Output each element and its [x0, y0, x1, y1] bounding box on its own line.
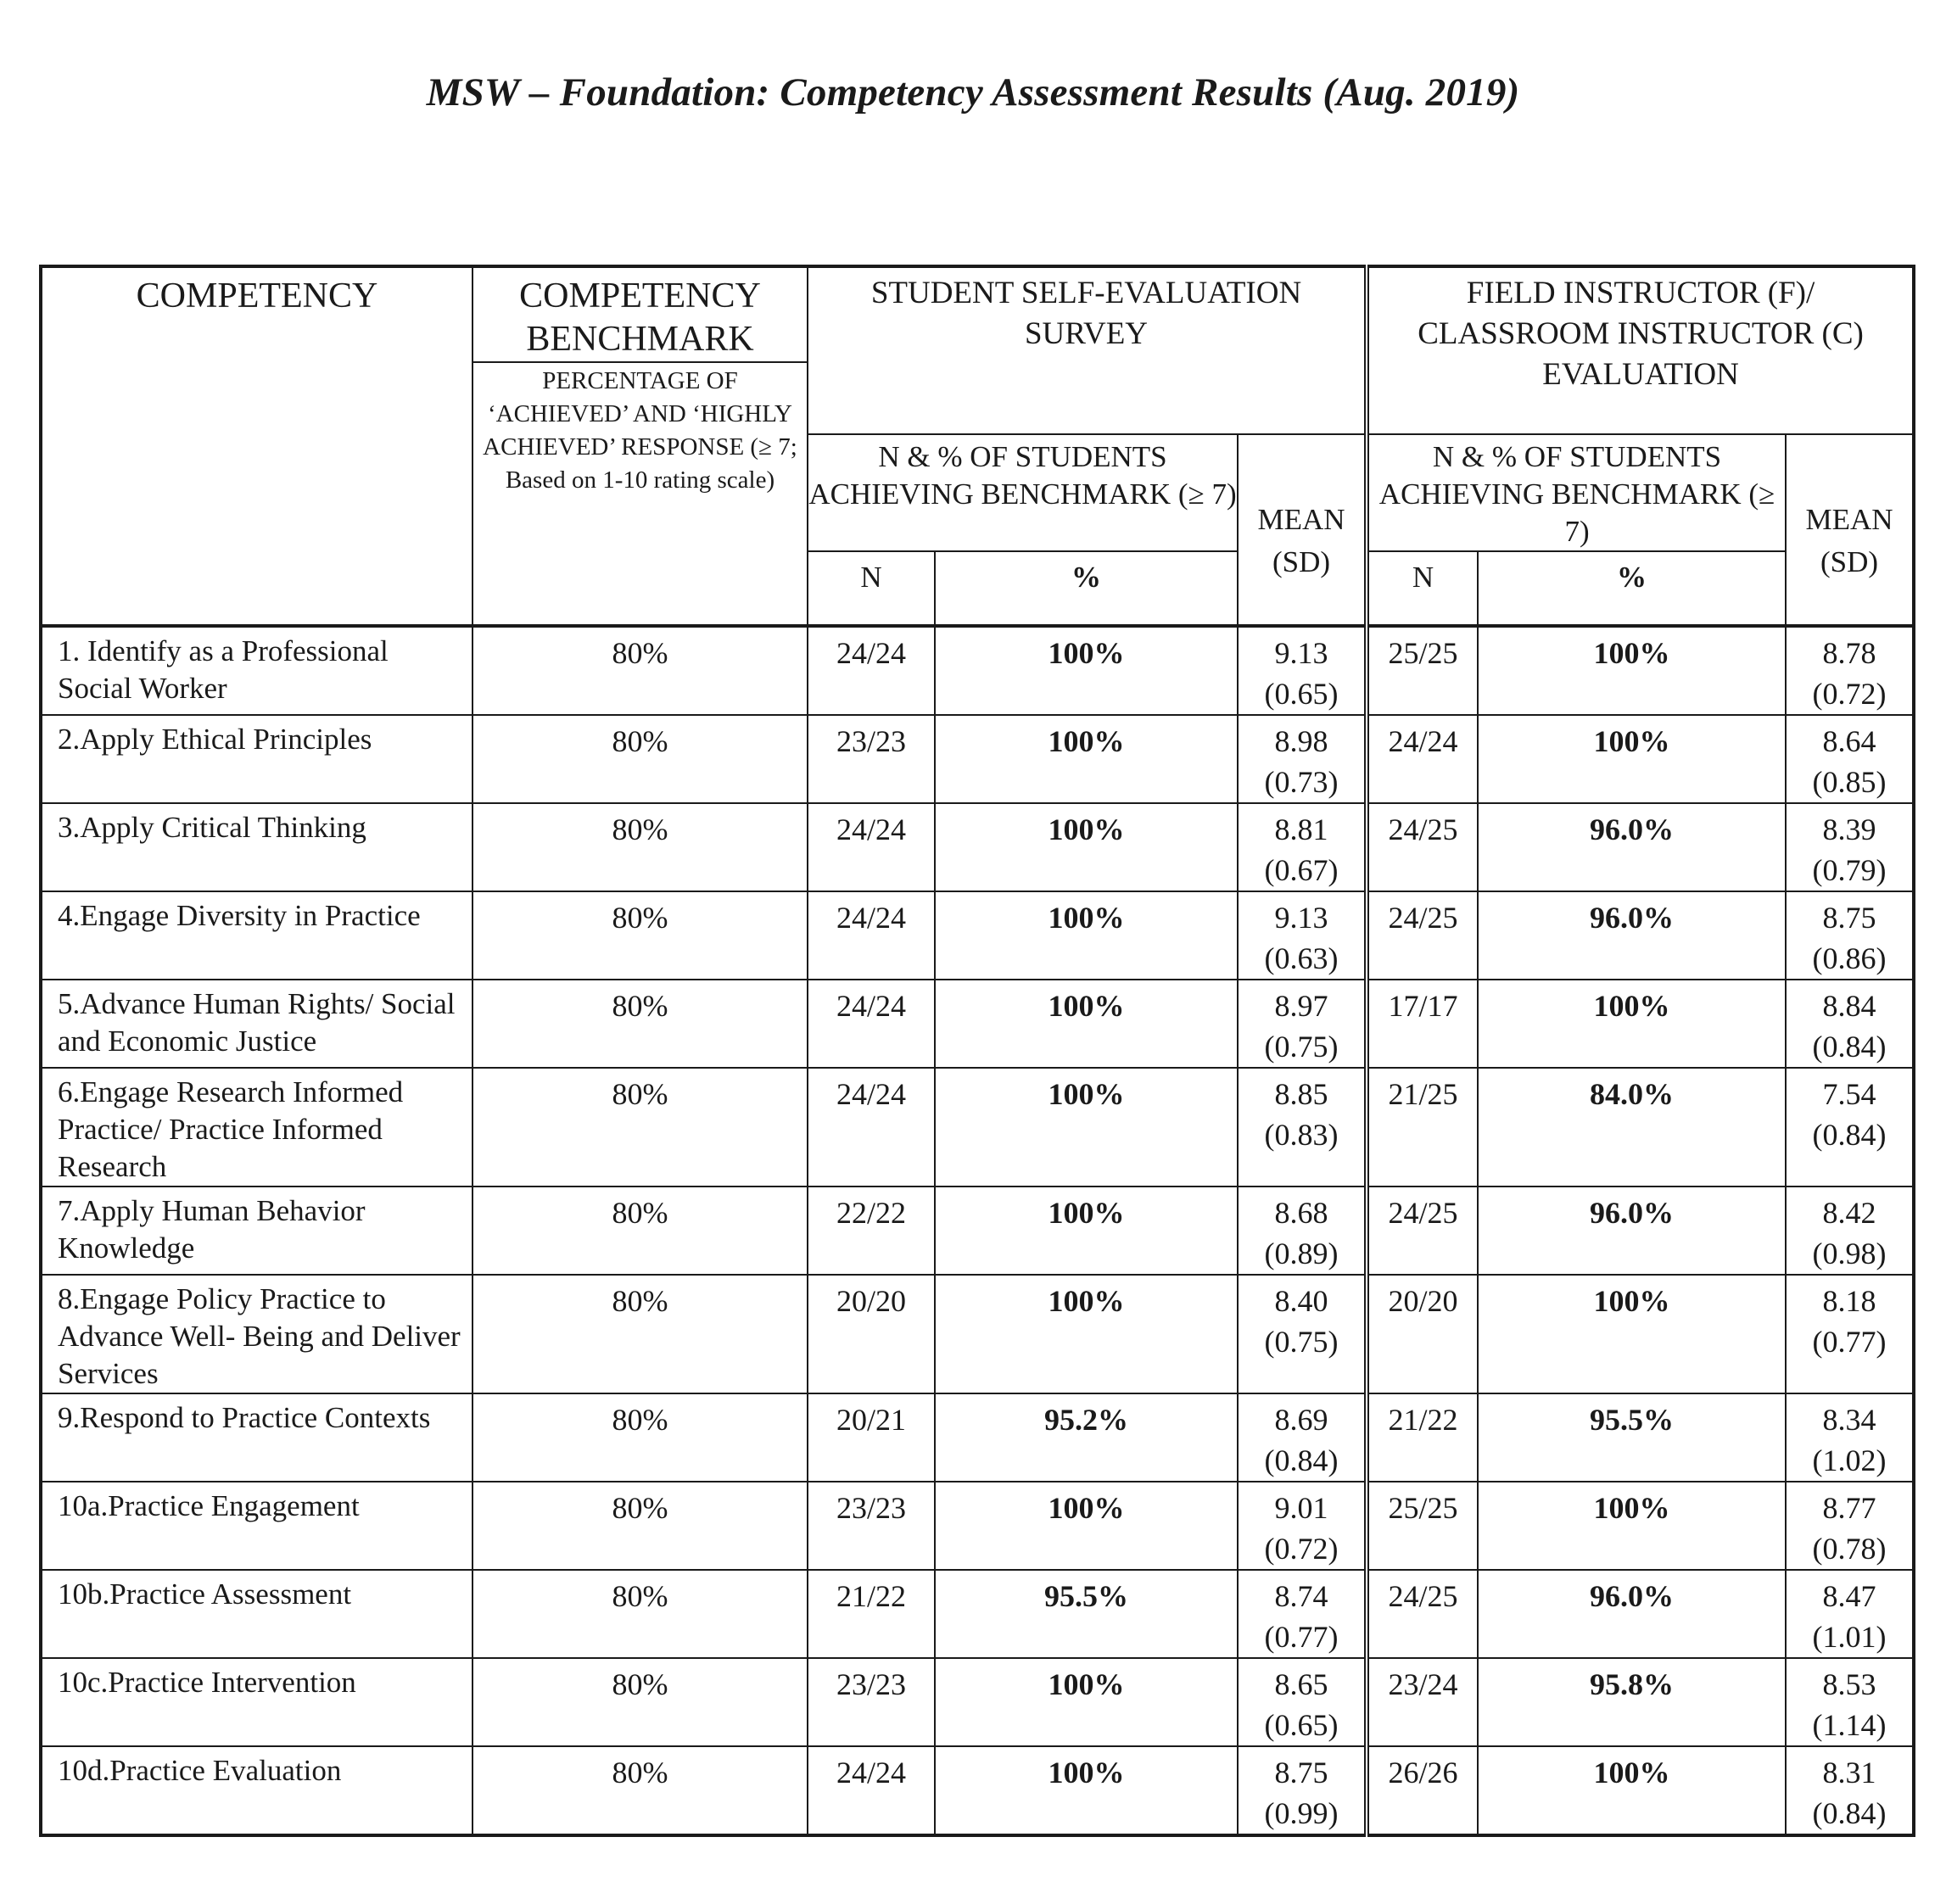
benchmark-value: 80%: [473, 803, 808, 891]
benchmark-value: 80%: [473, 1570, 808, 1658]
instructor-pct: 100%: [1478, 715, 1786, 803]
student-pct: 100%: [935, 1068, 1238, 1187]
instructor-n: 21/22: [1367, 1393, 1478, 1482]
instructor-mean-sd: [1786, 626, 1914, 715]
competency-name: 6.Engage Research Informed Practice/ Practice Informed Research: [41, 1068, 473, 1187]
header-student-pct: %: [935, 551, 1238, 626]
instructor-mean-sd-mean: 8.42: [1822, 1196, 1876, 1230]
benchmark-value: 80%: [473, 1658, 808, 1746]
instructor-pct: 100%: [1478, 1482, 1786, 1570]
instructor-pct: 95.8%: [1478, 1658, 1786, 1746]
table-body: [41, 626, 1914, 1835]
student-mean-sd: [1238, 1482, 1367, 1570]
header-instructor-mean-sd: [1786, 434, 1914, 626]
table-row: [41, 980, 1914, 1068]
student-n: 23/23: [808, 715, 935, 803]
benchmark-value: 80%: [473, 1746, 808, 1835]
instructor-n: 17/17: [1367, 980, 1478, 1068]
table-row: [41, 1068, 1914, 1187]
student-pct: 100%: [935, 803, 1238, 891]
student-mean-sd: [1238, 1187, 1367, 1275]
header-benchmark: [473, 266, 808, 362]
student-mean-sd-sd: (0.63): [1264, 941, 1339, 975]
instructor-mean-sd-mean: 8.34: [1822, 1403, 1876, 1437]
student-mean-sd-mean: 8.85: [1274, 1077, 1328, 1111]
student-n: 24/24: [808, 1068, 935, 1187]
instructor-mean-sd-sd: (1.14): [1812, 1708, 1887, 1742]
table-row: [41, 891, 1914, 980]
instructor-mean-sd-mean: 7.54: [1822, 1077, 1876, 1111]
instructor-n: 23/24: [1367, 1658, 1478, 1746]
student-mean-sd: [1238, 1275, 1367, 1393]
instructor-mean-sd: [1786, 1275, 1914, 1393]
instructor-n: 24/25: [1367, 891, 1478, 980]
instructor-mean-sd: [1786, 891, 1914, 980]
instructor-mean-sd-sd: (0.84): [1812, 1030, 1887, 1064]
student-mean-sd-sd: (0.77): [1264, 1620, 1339, 1654]
competency-name: 10a.Practice Engagement: [41, 1482, 473, 1570]
table-row: [41, 715, 1914, 803]
competency-name: 2.Apply Ethical Principles: [41, 715, 473, 803]
benchmark-value: 80%: [473, 1393, 808, 1482]
student-n: 20/20: [808, 1275, 935, 1393]
instructor-pct: 100%: [1478, 1746, 1786, 1835]
student-mean-sd: [1238, 626, 1367, 715]
header-student-n: N: [808, 551, 935, 626]
benchmark-value: 80%: [473, 715, 808, 803]
instructor-pct: 84.0%: [1478, 1068, 1786, 1187]
student-n: 22/22: [808, 1187, 935, 1275]
student-n: 23/23: [808, 1482, 935, 1570]
student-mean-sd-mean: 9.01: [1274, 1491, 1328, 1525]
benchmark-value: 80%: [473, 891, 808, 980]
instructor-n: 20/20: [1367, 1275, 1478, 1393]
document-title: MSW – Foundation: Competency Assessment Results (Aug. 2019): [426, 70, 1520, 114]
header-student-self-evaluation: STUDENT SELF-EVALUATION SURVEY: [808, 266, 1367, 434]
instructor-mean-sd-sd: (0.84): [1812, 1796, 1887, 1830]
instructor-mean-sd-mean: 8.18: [1822, 1284, 1876, 1318]
table-row: [41, 1658, 1914, 1746]
student-n: 24/24: [808, 1746, 935, 1835]
table-header: [41, 266, 1914, 626]
student-mean-sd-mean: 8.68: [1274, 1196, 1328, 1230]
table-row: [41, 1187, 1914, 1275]
student-mean-sd-sd: (0.89): [1264, 1237, 1339, 1270]
header-competency: COMPETENCY: [41, 266, 473, 626]
student-n: 24/24: [808, 626, 935, 715]
instructor-mean-sd-mean: 8.64: [1822, 724, 1876, 758]
header-student-sd: (SD): [1272, 545, 1331, 578]
student-mean-sd-mean: 8.65: [1274, 1667, 1328, 1701]
competency-results-table: [39, 265, 1915, 1837]
instructor-n: 26/26: [1367, 1746, 1478, 1835]
instructor-n: 24/24: [1367, 715, 1478, 803]
table-row: [41, 1393, 1914, 1482]
student-pct: 100%: [935, 891, 1238, 980]
student-mean-sd-sd: (0.72): [1264, 1532, 1339, 1566]
instructor-mean-sd-mean: 8.78: [1822, 636, 1876, 670]
instructor-mean-sd: [1786, 1187, 1914, 1275]
student-mean-sd: [1238, 980, 1367, 1068]
student-n: 24/24: [808, 980, 935, 1068]
instructor-mean-sd: [1786, 715, 1914, 803]
instructor-mean-sd-sd: (0.85): [1812, 765, 1887, 799]
instructor-mean-sd: [1786, 1658, 1914, 1746]
instructor-pct: 96.0%: [1478, 891, 1786, 980]
student-mean-sd: [1238, 1746, 1367, 1835]
instructor-mean-sd-mean: 8.31: [1822, 1756, 1876, 1790]
instructor-mean-sd-mean: 8.84: [1822, 989, 1876, 1023]
header-benchmark-line2: BENCHMARK: [526, 320, 754, 359]
instructor-mean-sd-sd: (0.79): [1812, 853, 1887, 887]
student-pct: 100%: [935, 626, 1238, 715]
student-mean-sd: [1238, 803, 1367, 891]
header-student-achieving: N & % OF STUDENTS ACHIEVING BENCHMARK (≥ 7): [808, 434, 1238, 551]
instructor-mean-sd-sd: (0.72): [1812, 677, 1887, 711]
instructor-pct: 95.5%: [1478, 1393, 1786, 1482]
header-benchmark-line1: COMPETENCY: [519, 276, 761, 315]
instructor-mean-sd-sd: (0.84): [1812, 1118, 1887, 1152]
student-mean-sd-sd: (0.65): [1264, 677, 1339, 711]
student-mean-sd-sd: (0.83): [1264, 1118, 1339, 1152]
benchmark-value: 80%: [473, 626, 808, 715]
competency-name: 7.Apply Human Behavior Knowledge: [41, 1187, 473, 1275]
header-instructor-n: N: [1367, 551, 1478, 626]
instructor-mean-sd-sd: (0.98): [1812, 1237, 1887, 1270]
instructor-mean-sd-mean: 8.77: [1822, 1491, 1876, 1525]
instructor-mean-sd: [1786, 1068, 1914, 1187]
benchmark-value: 80%: [473, 1187, 808, 1275]
header-benchmark-description: PERCENTAGE OF ‘ACHIEVED’ AND ‘HIGHLY ACHIEVED’ RESPONSE (≥ 7; Based on 1-10 rating scale): [473, 362, 808, 626]
benchmark-value: 80%: [473, 1068, 808, 1187]
instructor-mean-sd-mean: 8.47: [1822, 1579, 1876, 1613]
competency-name: 10d.Practice Evaluation: [41, 1746, 473, 1835]
instructor-mean-sd-mean: 8.39: [1822, 812, 1876, 846]
student-n: 24/24: [808, 803, 935, 891]
student-mean-sd-mean: 8.98: [1274, 724, 1328, 758]
instructor-mean-sd-mean: 8.53: [1822, 1667, 1876, 1701]
table-row: [41, 1570, 1914, 1658]
instructor-pct: 100%: [1478, 980, 1786, 1068]
instructor-n: 25/25: [1367, 1482, 1478, 1570]
student-mean-sd-sd: (0.99): [1264, 1796, 1339, 1830]
header-student-mean-sd: [1238, 434, 1367, 626]
student-mean-sd-mean: 8.74: [1274, 1579, 1328, 1613]
instructor-pct: 96.0%: [1478, 803, 1786, 891]
instructor-n: 24/25: [1367, 803, 1478, 891]
student-pct: 100%: [935, 1746, 1238, 1835]
student-mean-sd-sd: (0.75): [1264, 1325, 1339, 1359]
student-mean-sd-sd: (0.65): [1264, 1708, 1339, 1742]
competency-name: 10c.Practice Intervention: [41, 1658, 473, 1746]
instructor-pct: 96.0%: [1478, 1187, 1786, 1275]
instructor-mean-sd-sd: (0.78): [1812, 1532, 1887, 1566]
instructor-n: 24/25: [1367, 1570, 1478, 1658]
instructor-mean-sd: [1786, 1482, 1914, 1570]
student-mean-sd: [1238, 1393, 1367, 1482]
instructor-mean-sd-sd: (1.01): [1812, 1620, 1887, 1654]
instructor-mean-sd: [1786, 1393, 1914, 1482]
instructor-n: 25/25: [1367, 626, 1478, 715]
benchmark-value: 80%: [473, 980, 808, 1068]
student-pct: 100%: [935, 1275, 1238, 1393]
table-row: [41, 1482, 1914, 1570]
student-mean-sd: [1238, 1570, 1367, 1658]
benchmark-value: 80%: [473, 1275, 808, 1393]
student-pct: 100%: [935, 1482, 1238, 1570]
student-pct: 100%: [935, 1187, 1238, 1275]
student-mean-sd-mean: 8.75: [1274, 1756, 1328, 1790]
instructor-mean-sd-sd: (0.86): [1812, 941, 1887, 975]
table-row: [41, 626, 1914, 715]
student-mean-sd-mean: 8.97: [1274, 989, 1328, 1023]
student-mean-sd: [1238, 1658, 1367, 1746]
instructor-n: 24/25: [1367, 1187, 1478, 1275]
competency-name: 8.Engage Policy Practice to Advance Well- Being and Deliver Services: [41, 1275, 473, 1393]
instructor-pct: 96.0%: [1478, 1570, 1786, 1658]
student-mean-sd: [1238, 1068, 1367, 1187]
instructor-mean-sd: [1786, 803, 1914, 891]
student-mean-sd: [1238, 891, 1367, 980]
student-n: 23/23: [808, 1658, 935, 1746]
benchmark-value: 80%: [473, 1482, 808, 1570]
student-mean-sd-mean: 8.69: [1274, 1403, 1328, 1437]
student-pct: 100%: [935, 1658, 1238, 1746]
student-mean-sd-sd: (0.75): [1264, 1030, 1339, 1064]
table-row: [41, 1275, 1914, 1393]
competency-name: 10b.Practice Assessment: [41, 1570, 473, 1658]
instructor-mean-sd-mean: 8.75: [1822, 901, 1876, 935]
table-row: [41, 803, 1914, 891]
header-instructor-evaluation: FIELD INSTRUCTOR (F)/ CLASSROOM INSTRUCTOR (C) EVALUATION: [1367, 266, 1914, 434]
header-instructor-pct: %: [1478, 551, 1786, 626]
instructor-n: 21/25: [1367, 1068, 1478, 1187]
instructor-mean-sd: [1786, 980, 1914, 1068]
instructor-pct: 100%: [1478, 1275, 1786, 1393]
header-instructor-achieving: N & % OF STUDENTS ACHIEVING BENCHMARK (≥ 7): [1367, 434, 1786, 551]
competency-name: 4.Engage Diversity in Practice: [41, 891, 473, 980]
student-mean-sd: [1238, 715, 1367, 803]
competency-name: 5.Advance Human Rights/ Social and Economic Justice: [41, 980, 473, 1068]
instructor-mean-sd: [1786, 1570, 1914, 1658]
header-instructor-mean: MEAN: [1805, 503, 1893, 536]
header-instructor-sd: (SD): [1820, 545, 1879, 578]
student-mean-sd-mean: 8.81: [1274, 812, 1328, 846]
student-mean-sd-mean: 8.40: [1274, 1284, 1328, 1318]
student-mean-sd-mean: 9.13: [1274, 636, 1328, 670]
competency-name: 9.Respond to Practice Contexts: [41, 1393, 473, 1482]
competency-name: 3.Apply Critical Thinking: [41, 803, 473, 891]
instructor-pct: 100%: [1478, 626, 1786, 715]
student-pct: 100%: [935, 715, 1238, 803]
student-n: 24/24: [808, 891, 935, 980]
student-pct: 100%: [935, 980, 1238, 1068]
instructor-mean-sd-sd: (0.77): [1812, 1325, 1887, 1359]
instructor-mean-sd-sd: (1.02): [1812, 1443, 1887, 1477]
student-mean-sd-sd: (0.67): [1264, 853, 1339, 887]
competency-name: 1. Identify as a Professional Social Worker: [41, 626, 473, 715]
header-student-mean: MEAN: [1257, 503, 1345, 536]
instructor-mean-sd: [1786, 1746, 1914, 1835]
student-n: 20/21: [808, 1393, 935, 1482]
student-mean-sd-sd: (0.84): [1264, 1443, 1339, 1477]
student-pct: 95.5%: [935, 1570, 1238, 1658]
table-row: [41, 1746, 1914, 1835]
student-pct: 95.2%: [935, 1393, 1238, 1482]
student-n: 21/22: [808, 1570, 935, 1658]
student-mean-sd-mean: 9.13: [1274, 901, 1328, 935]
student-mean-sd-sd: (0.73): [1264, 765, 1339, 799]
